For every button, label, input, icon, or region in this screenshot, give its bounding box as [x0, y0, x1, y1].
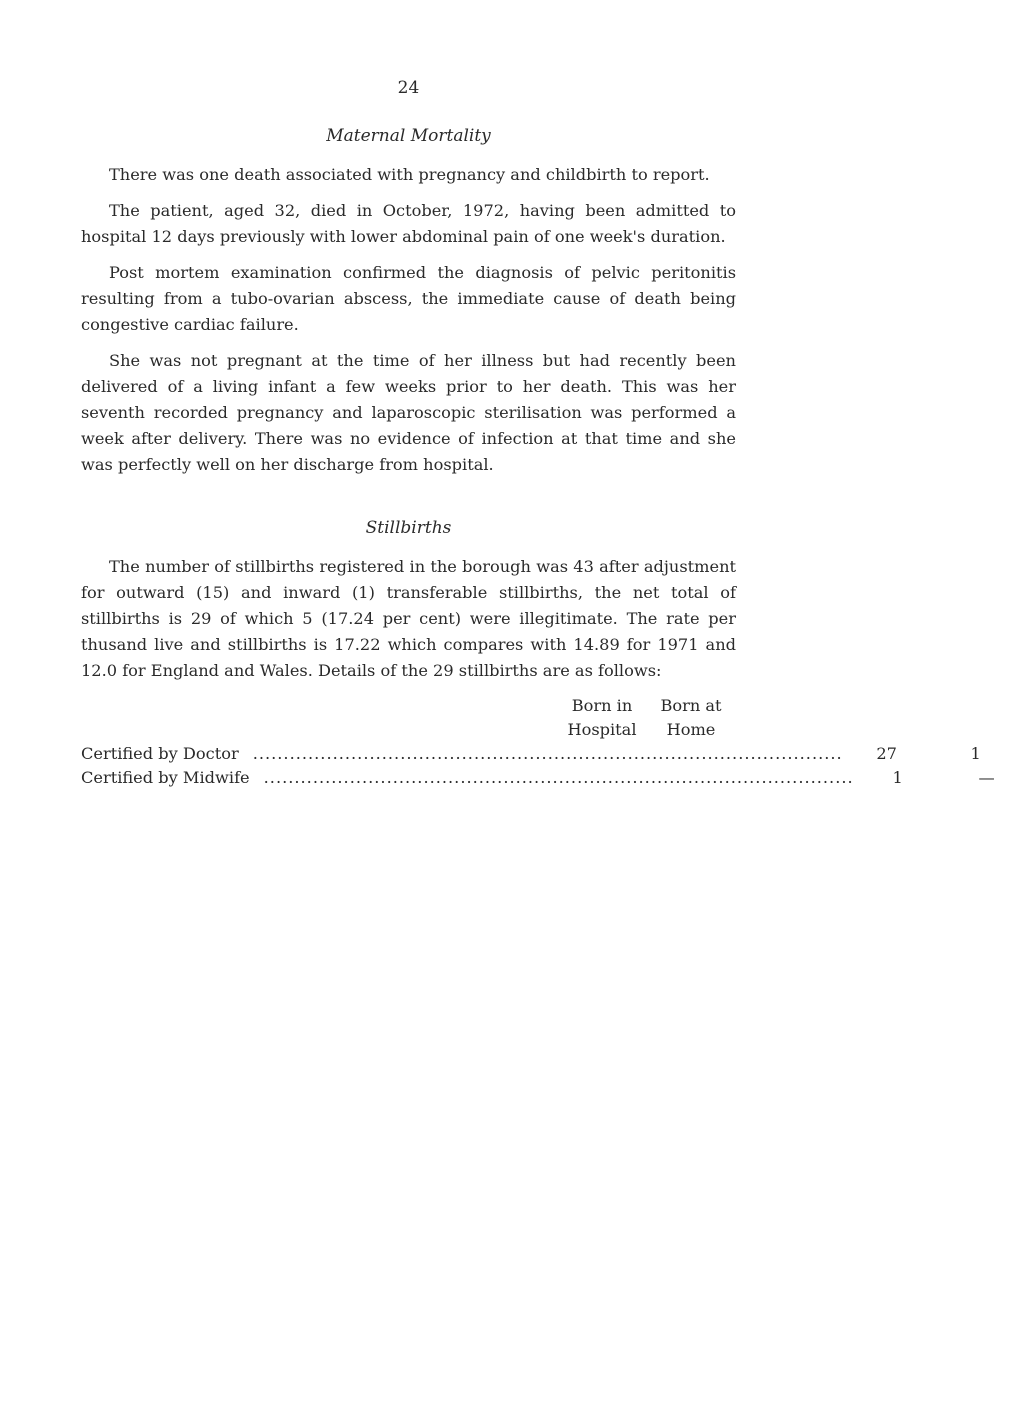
row-label-cell — [81, 742, 843, 766]
row-label: Certified by Doctor — [81, 744, 239, 763]
cell-home: 1 — [970, 744, 981, 763]
stillbirths-heading — [81, 518, 736, 538]
dot-leader: ................................................................................................ — [263, 768, 854, 787]
maternal-mortality-paragraph-4: She was not pregnant at the time of her illness but had recently been delivered of a living infant a few weeks prior to her death. This was her seventh recorded pregnancy and laparoscopic sterilisation was performed a week after delivery. There was no evidence of infection at that time and she was perfectly well on her discharge from hospital. — [81, 351, 736, 474]
row-label: Certified by Midwife — [81, 768, 250, 787]
stillbirths-heading-text: Stillbirths — [365, 518, 452, 538]
column-header-born-at-home — [646, 694, 736, 742]
table-header-row — [81, 694, 736, 742]
stillbirths-paragraph: The number of stillbirths registered in the borough was 43 after adjustment for outward (15) and inward (1) transferable stillbirths, the net total of stillbirths is 29 of which 5 (17.24 per cent) were illegitimate. The rate per thusand live and stillbirths is 17.22 which compares with 14.89 for 1971 and 12.0 for England and Wales. Details of the 29 stillbirths are as follows: — [81, 557, 736, 680]
column-header-line: Home — [666, 720, 716, 739]
maternal-mortality-paragraph-3: Post mortem examination confirmed the diagnosis of pelvic peritonitis resulting from a tubo-ovarian abscess, the immediate cause of death being congestive cardiac failure. — [81, 263, 736, 334]
maternal-mortality-paragraph-1: There was one death associated with pregnancy and childbirth to report. — [109, 165, 710, 184]
cell-home: — — [978, 768, 995, 787]
column-header-line: Born in — [571, 696, 633, 715]
column-header-born-in-hospital — [558, 694, 646, 742]
column-header-line: Born at — [660, 696, 722, 715]
dot-leader: ................................................................................................ — [252, 744, 843, 763]
table-row — [81, 742, 981, 766]
table-row — [81, 766, 995, 790]
cell-hospital: 1 — [892, 768, 903, 787]
document-page — [81, 78, 995, 790]
row-label-cell — [81, 766, 854, 790]
stillbirths-table — [81, 694, 995, 790]
column-header-line: Hospital — [567, 720, 637, 739]
maternal-mortality-heading: Maternal Mortality — [326, 126, 491, 146]
page-number: 24 — [397, 78, 420, 98]
cell-hospital: 27 — [876, 744, 897, 763]
maternal-mortality-paragraph-2: The patient, aged 32, died in October, 1972, having been admitted to hospital 12 days previously with lower abdominal pain of one week's duration. — [81, 201, 736, 246]
